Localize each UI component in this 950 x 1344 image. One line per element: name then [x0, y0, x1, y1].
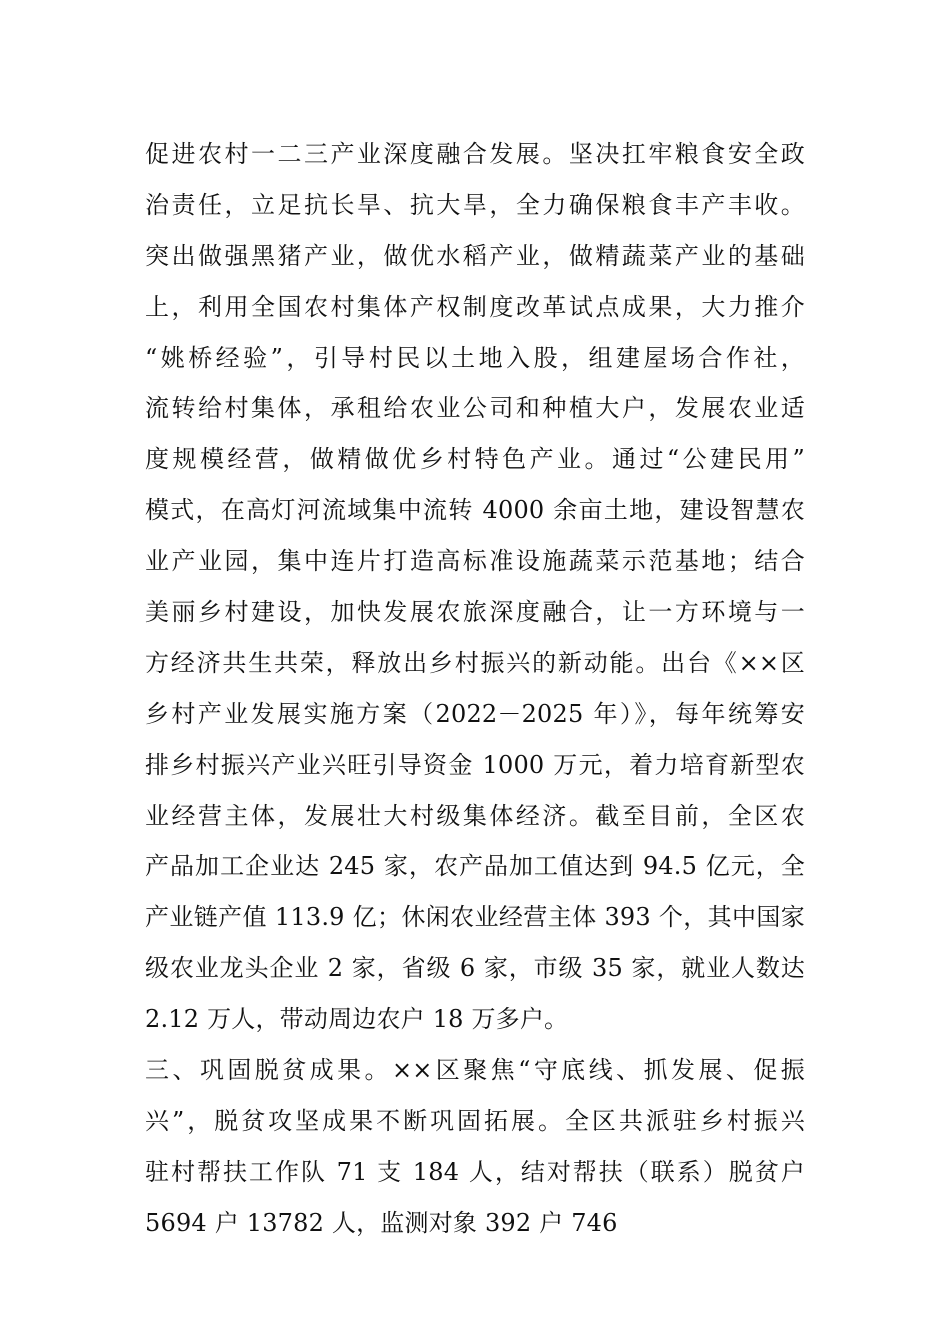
text-line: 业经营主体，发展壮大村级集体经济。截至目前，全区农: [145, 801, 805, 830]
text-line: 驻村帮扶工作队 71 支 184 人，结对帮扶（联系）脱贫户: [145, 1157, 805, 1186]
text-line: 2.12 万人，带动周边农户 18 万多户。: [145, 1005, 569, 1034]
text-line: 方经济共生共荣，释放出乡村振兴的新动能。出台《××区: [145, 648, 805, 677]
text-line: 促进农村一二三产业深度融合发展。坚决扛牢粮食安全政: [145, 140, 805, 168]
text-line: 模式，在高灯河流域集中流转 4000 余亩土地，建设智慧农: [145, 496, 805, 525]
text-line: 三、巩固脱贫成果。××区聚焦“守底线、抓发展、促振: [145, 1056, 805, 1085]
text-line: 美丽乡村建设，加快发展农旅深度融合，让一方环境与一: [145, 598, 805, 627]
text-line: 突出做强黑猪产业，做优水稻产业，做精蔬菜产业的基础: [145, 241, 805, 270]
text-line: 上，利用全国农村集体产权制度改革试点成果，大力推介: [145, 292, 805, 321]
text-line: 5694 户 13782 人，监测对象 392 户 746: [145, 1208, 618, 1237]
body-text: [145, 129, 805, 1249]
text-line: 乡村产业发展实施方案（2022－2025 年）》，每年统筹安: [145, 699, 805, 728]
text-line: 产品加工企业达 245 家，农产品加工值达到 94.5 亿元，全: [145, 852, 805, 881]
text-line: 业产业园，集中连片打造高标准设施蔬菜示范基地；结合: [145, 547, 805, 576]
text-line: 流转给村集体，承租给农业公司和种植大户，发展农业适: [145, 394, 805, 423]
text-line: 兴”，脱贫攻坚成果不断巩固拓展。全区共派驻乡村振兴: [145, 1106, 805, 1135]
text-line: “姚桥经验”，引导村民以土地入股，组建屋场合作社，: [145, 343, 805, 372]
text-line: 排乡村振兴产业兴旺引导资金 1000 万元，着力培育新型农: [145, 750, 805, 779]
text-line: 度规模经营，做精做优乡村特色产业。通过“公建民用”: [145, 445, 805, 474]
text-line: 产业链产值 113.9 亿；休闲农业经营主体 393 个，其中国家: [145, 903, 805, 932]
text-line: 治责任，立足抗长旱、抗大旱，全力确保粮食丰产丰收。: [145, 190, 805, 219]
text-line: 级农业龙头企业 2 家，省级 6 家，市级 35 家，就业人数达: [145, 954, 805, 983]
